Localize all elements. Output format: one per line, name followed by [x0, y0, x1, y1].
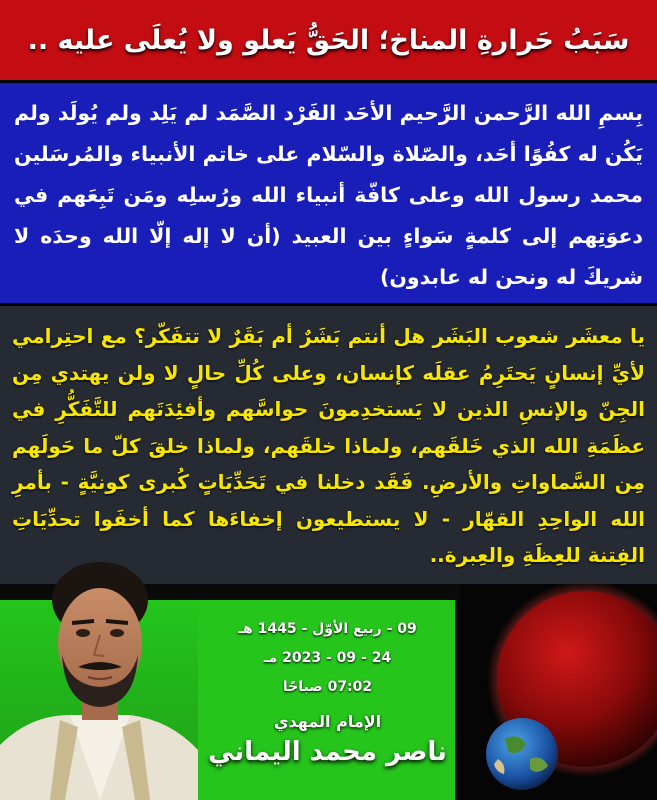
- intro-panel: [0, 80, 657, 306]
- hijri-date: 09 - ربيع الأوّل - 1445 هـ: [238, 621, 417, 637]
- man-portrait-image: [0, 555, 198, 800]
- page-title: سَبَبُ حَرارةِ المناخ؛ الحَقُّ يَعلو ولا يُعلَى عليه ..: [27, 24, 630, 56]
- intro-text: بِسمِ الله الرَّحمن الرَّحيم الأحَد الفَرْد الصَّمَد لم يَلِد ولم يُولَد ولم يَكُن له كفُوًا أحَد، والصّلاة والسّلام على خاتم الأنبياء والمُرسَلين محمد رسول الله وعلى كافّة أنبياء الله ورُسلِه ومَن تَبِعَهم في دعوَتِهم إلى كلمةٍ سَواءٍ بين العبيد (أن لا إله إلّا الله وحدَه لا شريكَ له ونحن له عابدون): [14, 101, 643, 289]
- planet-scene: [460, 584, 657, 800]
- portrait-drawing: [0, 555, 198, 800]
- time-label: 07:02 صباحًا: [282, 679, 373, 695]
- gregorian-date: 24 - 09 - 2023 مـ: [263, 650, 392, 666]
- imam-label: الإمام المهدي: [273, 712, 382, 731]
- body-text: يا معشَر شعوب البَشَر هل أنتم بَشَرٌ أم بَقَرٌ لا تتفَكّر؟ مع احتِرامي لأيِّ إنسانٍ يَحتَرِمُ عقلَه كإنسان، وعلى كُلِّ حالٍ لا ولن يهتدي مِن الجِنّ والإنسِ الذين لا يَستخدِمونَ حواسَّهم وأفئِدَتَهم للتَّفَكُّرِ في عظَمَةِ الله الذي خَلقَهم، ولماذا خلقَهم، ولماذا خلقَ كلّ ما حَولَهم مِن السَّماواتِ والأرضِ. فَقَد دخلنا في تَحَدِّيَاتٍ كُبرى كونيَّةٍ - بأمرِ الله الواحِدِ القهّار - لا يستطيعون إخفاءَها كما أخفَوا تحدِّيَاتِ الفِتنة للعِظَةِ والعِبرة..: [12, 324, 645, 567]
- body-panel: [0, 306, 657, 584]
- planet-drawing: [460, 584, 657, 800]
- author-name: ناصر محمد اليماني: [208, 737, 447, 767]
- footer-info: [205, 615, 450, 795]
- title-banner: [0, 0, 657, 80]
- earth-globe-image: [486, 718, 558, 790]
